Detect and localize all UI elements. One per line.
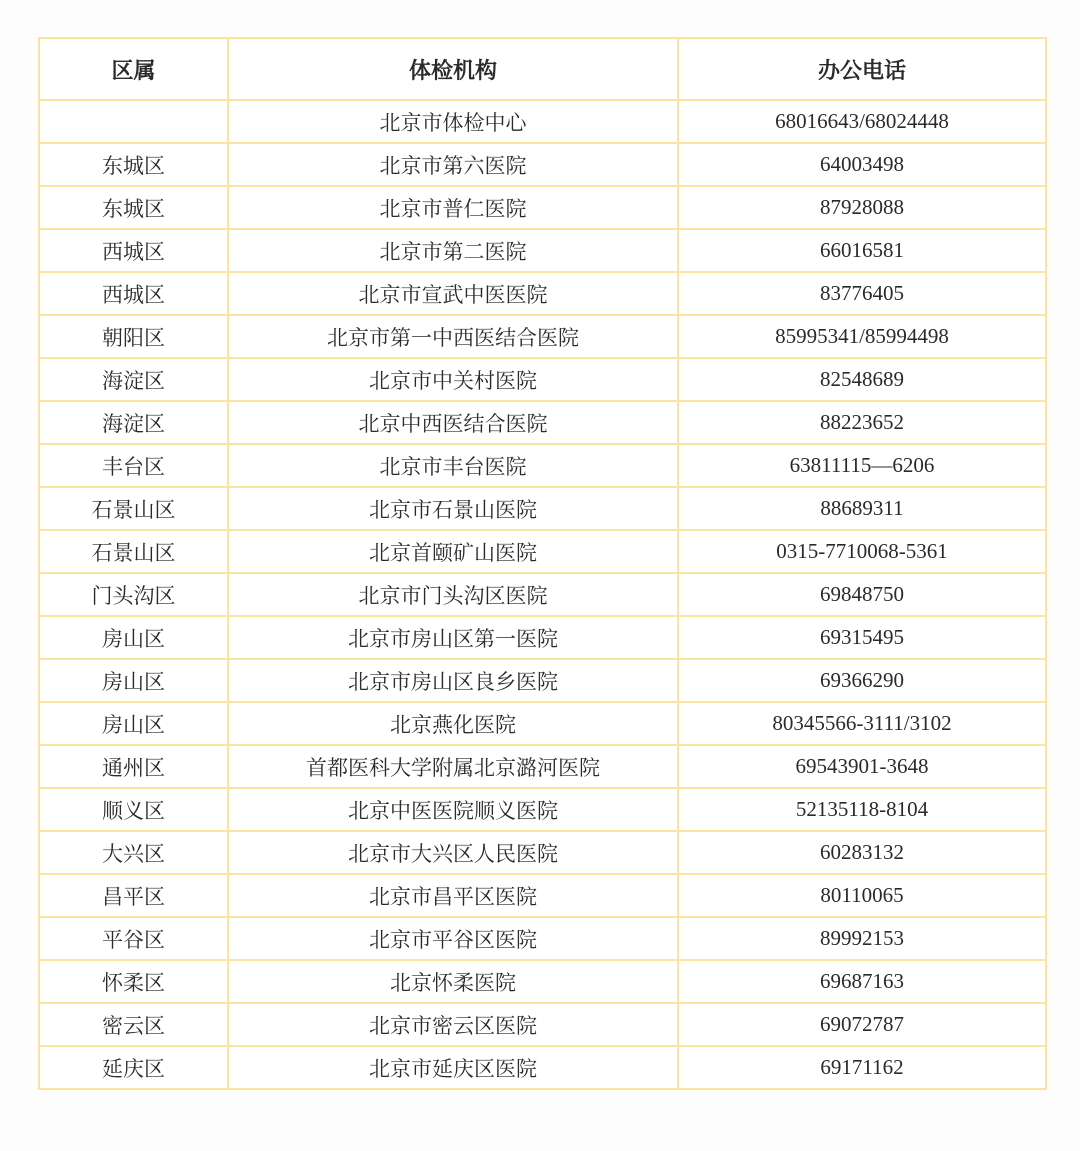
cell-district: 海淀区 [39, 401, 228, 444]
cell-institution: 北京市体检中心 [228, 100, 678, 143]
cell-phone: 0315-7710068-5361 [678, 530, 1046, 573]
cell-phone: 89992153 [678, 917, 1046, 960]
cell-district: 西城区 [39, 272, 228, 315]
cell-institution: 北京首颐矿山医院 [228, 530, 678, 573]
header-phone: 办公电话 [678, 38, 1046, 100]
cell-phone: 85995341/85994498 [678, 315, 1046, 358]
cell-institution: 首都医科大学附属北京潞河医院 [228, 745, 678, 788]
cell-phone: 83776405 [678, 272, 1046, 315]
cell-institution: 北京市门头沟区医院 [228, 573, 678, 616]
cell-district: 昌平区 [39, 874, 228, 917]
cell-phone: 69072787 [678, 1003, 1046, 1046]
cell-district: 房山区 [39, 659, 228, 702]
table-row [39, 831, 1046, 874]
cell-institution: 北京中医医院顺义医院 [228, 788, 678, 831]
cell-phone: 80110065 [678, 874, 1046, 917]
table-row [39, 229, 1046, 272]
cell-institution: 北京市房山区第一医院 [228, 616, 678, 659]
cell-institution: 北京市宣武中医医院 [228, 272, 678, 315]
table-row [39, 358, 1046, 401]
cell-institution: 北京市平谷区医院 [228, 917, 678, 960]
cell-district: 石景山区 [39, 530, 228, 573]
cell-district: 通州区 [39, 745, 228, 788]
cell-phone: 69315495 [678, 616, 1046, 659]
table-row [39, 487, 1046, 530]
cell-district: 门头沟区 [39, 573, 228, 616]
cell-phone: 63811115—6206 [678, 444, 1046, 487]
cell-phone: 82548689 [678, 358, 1046, 401]
table-row [39, 745, 1046, 788]
cell-district: 西城区 [39, 229, 228, 272]
cell-institution: 北京市密云区医院 [228, 1003, 678, 1046]
table-row [39, 659, 1046, 702]
cell-district: 东城区 [39, 143, 228, 186]
cell-phone: 80345566-3111/3102 [678, 702, 1046, 745]
cell-phone: 69171162 [678, 1046, 1046, 1089]
cell-phone: 64003498 [678, 143, 1046, 186]
table-row [39, 315, 1046, 358]
cell-institution: 北京市第二医院 [228, 229, 678, 272]
cell-phone: 68016643/68024448 [678, 100, 1046, 143]
cell-phone: 69366290 [678, 659, 1046, 702]
table-row [39, 143, 1046, 186]
table-row [39, 702, 1046, 745]
table-row [39, 1046, 1046, 1089]
cell-institution: 北京市延庆区医院 [228, 1046, 678, 1089]
cell-institution: 北京市丰台医院 [228, 444, 678, 487]
cell-institution: 北京市中关村医院 [228, 358, 678, 401]
table-row [39, 401, 1046, 444]
cell-institution: 北京市第一中西医结合医院 [228, 315, 678, 358]
cell-district [39, 100, 228, 143]
table-row [39, 1003, 1046, 1046]
cell-institution: 北京燕化医院 [228, 702, 678, 745]
cell-phone: 66016581 [678, 229, 1046, 272]
table-row [39, 444, 1046, 487]
cell-phone: 69848750 [678, 573, 1046, 616]
cell-district: 大兴区 [39, 831, 228, 874]
cell-phone: 69543901-3648 [678, 745, 1046, 788]
header-institution: 体检机构 [228, 38, 678, 100]
cell-district: 东城区 [39, 186, 228, 229]
table-row [39, 272, 1046, 315]
cell-district: 房山区 [39, 616, 228, 659]
cell-district: 海淀区 [39, 358, 228, 401]
table-row [39, 573, 1046, 616]
cell-district: 怀柔区 [39, 960, 228, 1003]
cell-phone: 52135118-8104 [678, 788, 1046, 831]
cell-district: 朝阳区 [39, 315, 228, 358]
cell-institution: 北京市第六医院 [228, 143, 678, 186]
table-row [39, 530, 1046, 573]
table-row [39, 616, 1046, 659]
cell-institution: 北京市普仁医院 [228, 186, 678, 229]
cell-phone: 88223652 [678, 401, 1046, 444]
cell-district: 石景山区 [39, 487, 228, 530]
cell-phone: 87928088 [678, 186, 1046, 229]
cell-institution: 北京市房山区良乡医院 [228, 659, 678, 702]
cell-institution: 北京市昌平区医院 [228, 874, 678, 917]
cell-district: 房山区 [39, 702, 228, 745]
cell-institution: 北京中西医结合医院 [228, 401, 678, 444]
table-row [39, 960, 1046, 1003]
cell-district: 平谷区 [39, 917, 228, 960]
table-body [39, 100, 1046, 1089]
table-row [39, 100, 1046, 143]
cell-phone: 69687163 [678, 960, 1046, 1003]
medical-exam-phone-table [38, 37, 1047, 1090]
table-row [39, 186, 1046, 229]
cell-district: 顺义区 [39, 788, 228, 831]
cell-institution: 北京市大兴区人民医院 [228, 831, 678, 874]
cell-institution: 北京怀柔医院 [228, 960, 678, 1003]
cell-institution: 北京市石景山医院 [228, 487, 678, 530]
cell-phone: 88689311 [678, 487, 1046, 530]
cell-district: 密云区 [39, 1003, 228, 1046]
table-header-row [39, 38, 1046, 100]
table-row [39, 874, 1046, 917]
cell-district: 丰台区 [39, 444, 228, 487]
header-district: 区属 [39, 38, 228, 100]
cell-phone: 60283132 [678, 831, 1046, 874]
table-row [39, 917, 1046, 960]
cell-district: 延庆区 [39, 1046, 228, 1089]
table-row [39, 788, 1046, 831]
